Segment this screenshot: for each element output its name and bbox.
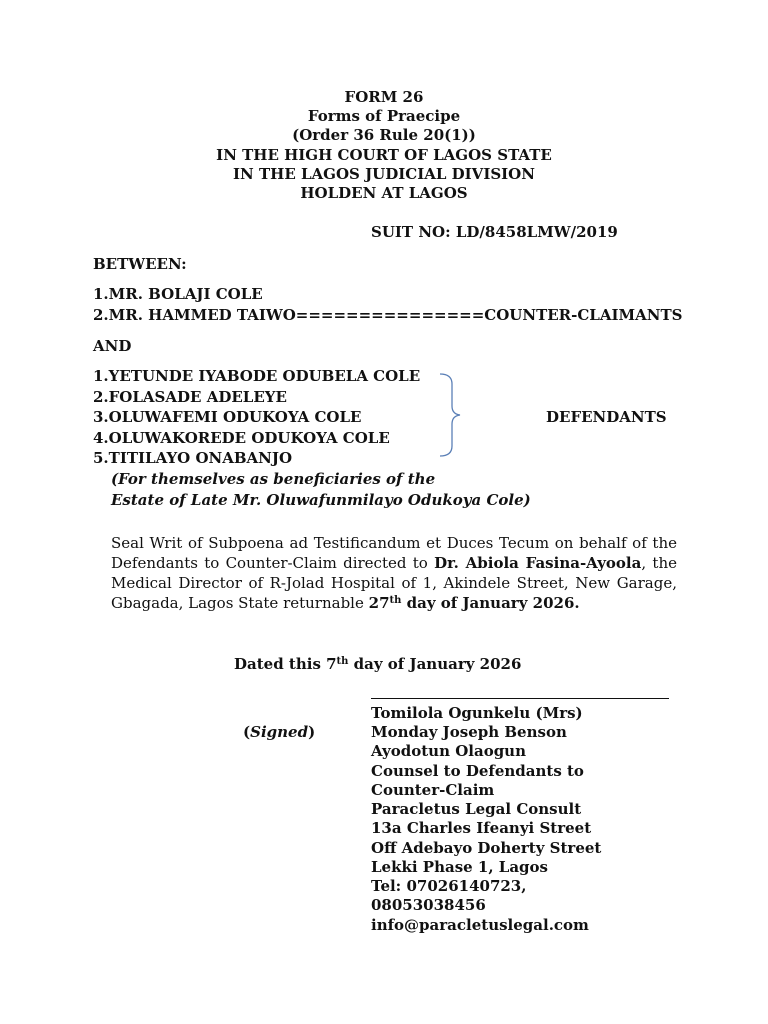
order-reference: (Order 36 Rule 20(1)) bbox=[292, 126, 476, 144]
signed-close-paren: ) bbox=[308, 723, 316, 741]
beneficiaries-note-line-2: Estate of Late Mr. Oluwafunmilayo Odukoya Cole) bbox=[111, 491, 531, 509]
defendant-5: 5.TITILAYO ONABANJO bbox=[93, 449, 293, 467]
counsel-role-line-2: Counter-Claim bbox=[371, 781, 495, 799]
doctor-name: Dr. Abiola Fasina-Ayoola bbox=[434, 554, 642, 572]
judicial-division: IN THE LAGOS JUDICIAL DIVISION bbox=[233, 165, 535, 183]
return-date-rest: day of January 2026 bbox=[401, 594, 575, 612]
signatory-1: Tomilola Ogunkelu (Mrs) bbox=[371, 704, 583, 722]
paragraph-end: . bbox=[574, 594, 580, 612]
paragraph-text-1: Seal Writ of Subpoena ad Testificandum et Duces Tecum on behalf of the Defendants to Counter-Claim directed to bbox=[111, 534, 677, 572]
counsel-role-line-1: Counsel to Defendants to bbox=[371, 762, 584, 780]
claimant-1: 1.MR. BOLAJI COLE bbox=[93, 285, 263, 303]
telephone-line-2: 08053038456 bbox=[371, 896, 486, 914]
and-label: AND bbox=[93, 337, 132, 355]
court-name: IN THE HIGH COURT OF LAGOS STATE bbox=[216, 146, 552, 164]
telephone-line-1: Tel: 07026140723, bbox=[371, 877, 527, 895]
paragraph-text-2: , the Medical Director of R-Jolad Hospital of 1, Akindele Street, New Garage, Gbagada, Lagos State returnable bbox=[111, 554, 677, 612]
firm-name: Paracletus Legal Consult bbox=[371, 800, 582, 818]
dated-suffix: day of January 2026 bbox=[348, 655, 522, 673]
return-day-number: 27 bbox=[368, 594, 390, 612]
claimant-2: 2.MR. HAMMED TAIWO===============COUNTER-CLAIMANTS bbox=[93, 306, 683, 324]
address-line-1: 13a Charles Ifeanyi Street bbox=[371, 819, 592, 837]
address-line-2: Off Adebayo Doherty Street bbox=[371, 839, 602, 857]
holden-at: HOLDEN AT LAGOS bbox=[300, 184, 468, 202]
signatory-3: Ayodotun Olaogun bbox=[371, 742, 526, 760]
dated-line bbox=[234, 655, 521, 675]
defendant-3: 3.OLUWAFEMI ODUKOYA COLE bbox=[93, 408, 362, 426]
defendant-1: 1.YETUNDE IYABODE ODUBELA COLE bbox=[93, 367, 421, 385]
signature-line bbox=[371, 698, 669, 699]
signed-mark bbox=[243, 723, 315, 743]
address-line-3: Lekki Phase 1, Lagos bbox=[371, 858, 548, 876]
dated-prefix: Dated this 7 bbox=[234, 655, 337, 673]
defendants-role: DEFENDANTS bbox=[546, 408, 667, 426]
brace-icon bbox=[438, 372, 462, 458]
signed-open-paren: ( bbox=[243, 723, 251, 741]
defendant-2: 2.FOLASADE ADELEYE bbox=[93, 388, 287, 406]
return-day-suffix: th bbox=[389, 595, 402, 606]
between-label: BETWEEN: bbox=[93, 255, 187, 273]
form-title: Forms of Praecipe bbox=[307, 107, 461, 125]
signed-word: Signed bbox=[250, 723, 309, 741]
email-address: info@paracletuslegal.com bbox=[371, 916, 589, 934]
dated-suffix-sup: th bbox=[336, 656, 349, 667]
defendant-4: 4.OLUWAKOREDE ODUKOYA COLE bbox=[93, 429, 390, 447]
subpoena-paragraph bbox=[111, 533, 677, 613]
signatory-2: Monday Joseph Benson bbox=[371, 723, 567, 741]
suit-number: SUIT NO: LD/8458LMW/2019 bbox=[371, 223, 618, 241]
form-number: FORM 26 bbox=[344, 88, 424, 106]
beneficiaries-note-line-1: (For themselves as beneficiaries of the bbox=[111, 470, 436, 488]
